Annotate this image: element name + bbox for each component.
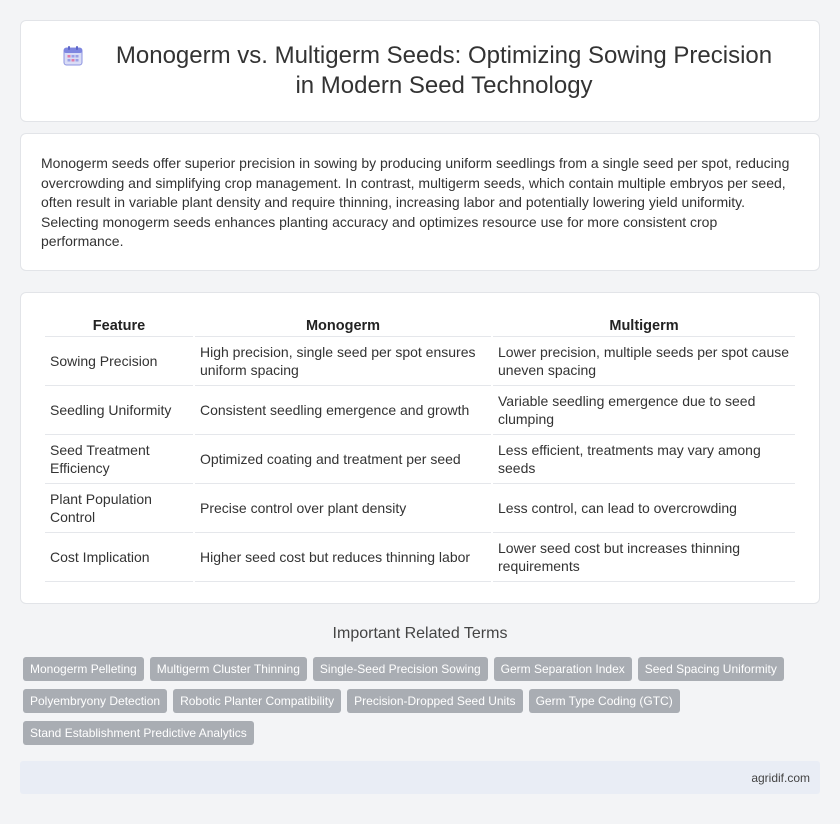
footer-site-link[interactable]: agridif.com bbox=[751, 770, 810, 785]
table-row bbox=[45, 533, 795, 582]
tag[interactable]: Precision-Dropped Seed Units bbox=[347, 689, 522, 713]
tag[interactable]: Single-Seed Precision Sowing bbox=[313, 657, 488, 681]
table-cell-multigerm: Lower seed cost but increases thinning requirements bbox=[493, 533, 795, 582]
table-cell-monogerm: Optimized coating and treatment per seed bbox=[195, 435, 491, 484]
tag[interactable]: Robotic Planter Compatibility bbox=[173, 689, 341, 713]
summary-card bbox=[20, 133, 820, 271]
table-cell-feature: Seed Treatment Efficiency bbox=[45, 435, 193, 484]
comparison-table bbox=[43, 313, 797, 582]
calendar-icon bbox=[61, 44, 85, 68]
table-cell-monogerm: Consistent seedling emergence and growth bbox=[195, 386, 491, 435]
table-row bbox=[45, 386, 795, 435]
table-cell-feature: Cost Implication bbox=[45, 533, 193, 582]
table-row bbox=[45, 484, 795, 533]
table-cell-multigerm: Less efficient, treatments may vary among seeds bbox=[493, 435, 795, 484]
title-card bbox=[20, 20, 820, 122]
table-cell-multigerm: Variable seedling emergence due to seed clumping bbox=[493, 386, 795, 435]
table-header-row bbox=[45, 313, 795, 337]
table-row bbox=[45, 435, 795, 484]
header-multigerm: Multigerm bbox=[493, 313, 795, 337]
table-cell-monogerm: High precision, single seed per spot ensures uniform spacing bbox=[195, 337, 491, 386]
related-terms-tags bbox=[23, 657, 823, 753]
related-terms-title: Important Related Terms bbox=[332, 625, 508, 642]
tag[interactable]: Germ Type Coding (GTC) bbox=[529, 689, 680, 713]
tag[interactable]: Monogerm Pelleting bbox=[23, 657, 144, 681]
summary-text: Monogerm seeds offer superior precision in sowing by producing uniform seedlings from a single seed per spot, reducing overcrowding and simplifying crop management. In contrast, multigerm seeds, which contain multiple embryos per seed, often result in variable plant density and require thinning, increasing labor and potentially lowering yield uniformity. Selecting monogerm seeds enhances planting accuracy and optimizes resource use for more consistent crop performance. bbox=[41, 155, 790, 249]
table-cell-monogerm: Precise control over plant density bbox=[195, 484, 491, 533]
tag[interactable]: Polyembryony Detection bbox=[23, 689, 167, 713]
comparison-table-card bbox=[20, 292, 820, 604]
table-cell-monogerm: Higher seed cost but reduces thinning labor bbox=[195, 533, 491, 582]
tag[interactable]: Germ Separation Index bbox=[494, 657, 632, 681]
table-cell-feature: Plant Population Control bbox=[45, 484, 193, 533]
table-row bbox=[45, 337, 795, 386]
tag[interactable]: Seed Spacing Uniformity bbox=[638, 657, 784, 681]
title-wrap bbox=[21, 41, 819, 101]
table-cell-feature: Sowing Precision bbox=[45, 337, 193, 386]
header-feature: Feature bbox=[45, 313, 193, 337]
footer bbox=[20, 761, 820, 794]
table-cell-multigerm: Lower precision, multiple seeds per spot cause uneven spacing bbox=[493, 337, 795, 386]
tag[interactable]: Multigerm Cluster Thinning bbox=[150, 657, 307, 681]
page-title: Monogerm vs. Multigerm Seeds: Optimizing Sowing Precision in Modern Seed Technology bbox=[115, 42, 773, 99]
tag[interactable]: Stand Establishment Predictive Analytics bbox=[23, 721, 254, 745]
table-cell-feature: Seedling Uniformity bbox=[45, 386, 193, 435]
table-cell-multigerm: Less control, can lead to overcrowding bbox=[493, 484, 795, 533]
header-monogerm: Monogerm bbox=[195, 313, 491, 337]
